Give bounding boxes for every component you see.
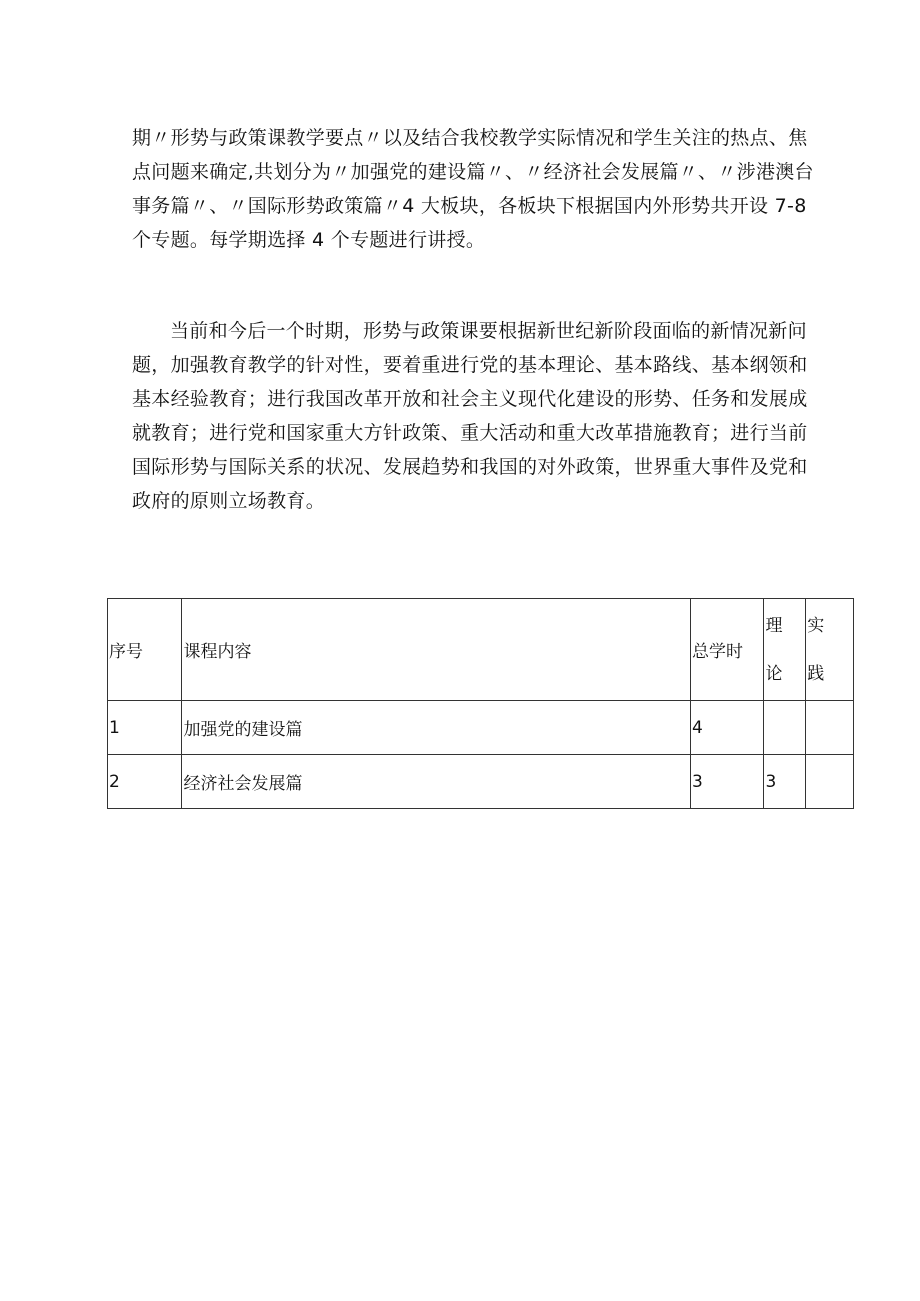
cell-total-hours: 4	[690, 701, 763, 755]
cell-theory-hours: 3	[764, 755, 806, 809]
text-line: 个专题。每学期选择 4 个专题进行讲授。	[132, 229, 486, 251]
header-practice-char-1: 实	[807, 615, 825, 636]
cell-course-content: 经济社会发展篇	[182, 755, 690, 809]
table-row	[108, 701, 854, 755]
text-line: 国际形势与国际关系的状况、发展趋势和我国的对外政策，世界重大事件及党和	[132, 456, 808, 478]
paragraph-teaching-focus	[132, 314, 832, 518]
header-total-hours: 总学时	[690, 599, 763, 701]
header-theory	[764, 599, 806, 701]
course-hours-table	[107, 598, 854, 809]
header-practice	[806, 599, 854, 701]
header-theory-char-1: 理	[765, 615, 783, 636]
text-line: 事务篇〃、〃国际形势政策篇〃4 大板块，各板块下根据国内外形势共开设 7-8	[132, 195, 807, 217]
cell-theory-hours	[764, 701, 806, 755]
text-line: 题，加强教育教学的针对性，要着重进行党的基本理论、基本路线、基本纲领和	[132, 354, 808, 376]
header-serial-number: 序号	[108, 599, 182, 701]
header-course-content: 课程内容	[182, 599, 690, 701]
header-practice-char-2: 践	[807, 663, 825, 684]
table-header-row	[108, 599, 854, 701]
cell-course-content: 加强党的建设篇	[182, 701, 690, 755]
text-line: 期〃形势与政策课教学要点〃以及结合我校教学实际情况和学生关注的热点、焦	[132, 127, 808, 149]
paragraph-course-topics	[132, 121, 832, 257]
cell-practice-hours	[806, 701, 854, 755]
text-line: 当前和今后一个时期，形势与政策课要根据新世纪新阶段面临的新情况新问	[170, 320, 807, 342]
cell-total-hours: 3	[690, 755, 763, 809]
cell-serial-number: 2	[108, 755, 182, 809]
cell-practice-hours	[806, 755, 854, 809]
text-line: 就教育；进行党和国家重大方针政策、重大活动和重大改革措施教育；进行当前	[132, 422, 808, 444]
text-line: 政府的原则立场教育。	[132, 490, 326, 512]
text-line: 基本经验教育；进行我国改革开放和社会主义现代化建设的形势、任务和发展成	[132, 388, 808, 410]
text-line: 点问题来确定,共划分为〃加强党的建设篇〃、〃经济社会发展篇〃、〃涉港澳台	[132, 161, 814, 183]
cell-serial-number: 1	[108, 701, 182, 755]
header-theory-char-2: 论	[765, 663, 783, 684]
table-row	[108, 755, 854, 809]
